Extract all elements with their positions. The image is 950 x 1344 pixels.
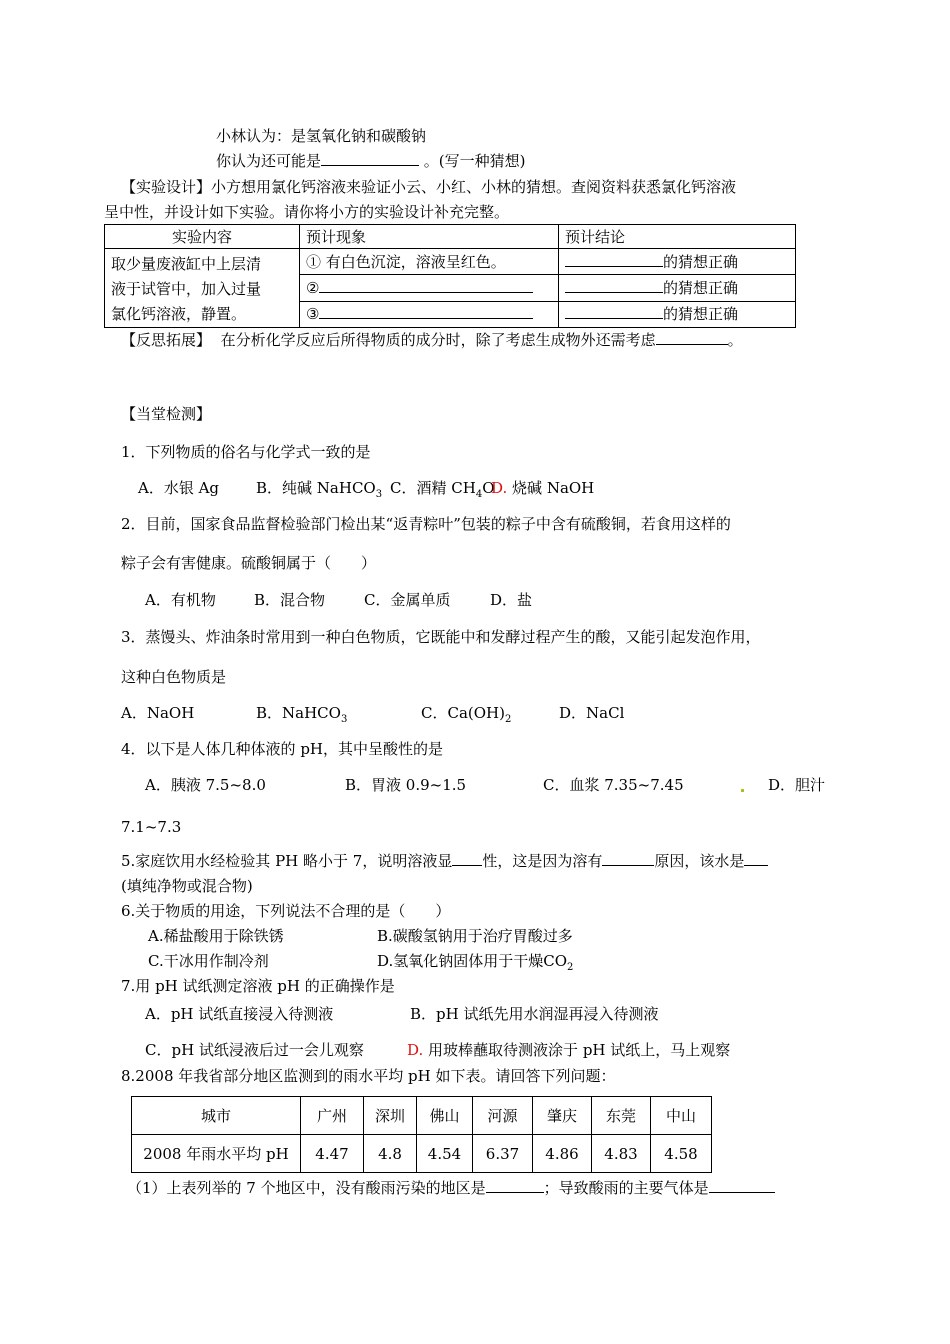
rain-ph-table xyxy=(131,1096,712,1173)
q6-option-b: B.碳酸氢钠用于治疗胃酸过多 xyxy=(377,927,573,945)
phenomenon-blank[interactable] xyxy=(319,278,533,293)
conclusion-3 xyxy=(559,301,796,327)
conclusion-blank[interactable] xyxy=(565,304,663,319)
q2-line-1: 2．目前，国家食品监督检验部门检出某“返青粽叶”包装的粽子中含有硫酸铜，若食用这样的 xyxy=(121,515,731,533)
q6-option-d: D.氢氧化钠固体用于干燥$CO_2$ xyxy=(377,952,574,973)
q1-option-b: B．纯碱 NaHCO$_3$ xyxy=(256,479,383,500)
guess-blank[interactable] xyxy=(321,151,419,166)
q3-line-2: 这种白色物质是 xyxy=(121,668,227,686)
ph-value-cell: 6.37 xyxy=(473,1135,533,1173)
phenomenon-3 xyxy=(300,301,559,327)
phenomenon-blank[interactable] xyxy=(319,304,533,319)
city-cell: 东莞 xyxy=(592,1097,651,1135)
q4-stem: 4．以下是人体几种体液的 pH，其中呈酸性的是 xyxy=(121,740,443,758)
q4-option-a: A．胰液 7.5~8.0 xyxy=(145,776,266,794)
guess-suffix: 。(写一种猜想) xyxy=(423,152,526,170)
conclusion-suffix: 的猜想正确 xyxy=(663,278,739,297)
city-cell: 肇庆 xyxy=(533,1097,592,1135)
conclusion-suffix: 的猜想正确 xyxy=(663,252,739,271)
q1-option-c: C．酒精 $CH_4O$ xyxy=(390,479,495,500)
q7-answer-mark: D. xyxy=(407,1041,424,1059)
q8-blank-2[interactable] xyxy=(709,1178,775,1193)
q4-option-c: C．血浆 7.35~7.45 xyxy=(543,776,684,794)
design-line-2: 呈中性，并设计如下实验。请你将小方的实验设计补充完整。 xyxy=(104,203,510,221)
reflection-end: 。 xyxy=(727,331,743,349)
q4-option-d-continued: 7.1~7.3 xyxy=(121,818,182,836)
phenomenon-number: ③ xyxy=(306,305,320,324)
phenomenon-2 xyxy=(300,275,559,301)
header-content: 实验内容 xyxy=(105,225,300,249)
q8-blank-1[interactable] xyxy=(486,1178,544,1193)
q8-stem: 8.2008 年我省部分地区监测到的雨水平均 pH 如下表。请回答下列问题： xyxy=(121,1067,616,1085)
reflection-label: 【反思拓展】 xyxy=(121,331,212,349)
q3-option-b: B．NaHCO$_3$ xyxy=(256,704,348,725)
q1-stem: 1．下列物质的俗名与化学式一致的是 xyxy=(121,443,371,461)
q3-line-1: 3．蒸馒头、炸油条时常用到一种白色物质，它既能中和发酵过程产生的酸，又能引起发泡作用， xyxy=(121,628,761,646)
reflection-blank[interactable] xyxy=(656,330,728,345)
q1-option-d: D. 烧碱 NaOH xyxy=(491,479,595,497)
content-line: 取少量废液缸中上层清 xyxy=(111,255,262,273)
city-cell: 广州 xyxy=(301,1097,364,1135)
q8-sub-1: （1）上表列举的 7 个地区中，没有酸雨污染的地区是 ；导致酸雨的主要气体是 xyxy=(127,1178,775,1198)
content-line: 氯化钙溶液，静置。 xyxy=(111,305,247,323)
section-title: 【当堂检测】 xyxy=(121,405,212,423)
q2-option-a: A．有机物 xyxy=(145,591,216,609)
city-cell: 深圳 xyxy=(364,1097,417,1135)
q7-option-d: D. 用玻棒蘸取待测液涂于 pH 试纸上，马上观察 xyxy=(407,1041,731,1059)
guess-line xyxy=(216,151,526,171)
q5-blank-1[interactable] xyxy=(452,851,482,866)
reflection-text: 在分析化学反应后所得物质的成分时，除了考虑生成物外还需考虑 xyxy=(220,331,656,349)
header-phenomenon: 预计现象 xyxy=(300,225,559,249)
conclusion-1 xyxy=(559,249,796,275)
q2-line-2: 粽子会有害健康。硫酸铜属于（ ） xyxy=(121,554,377,572)
q7-stem: 7.用 pH 试纸测定溶液 pH 的正确操作是 xyxy=(121,977,395,995)
q5-blank-3[interactable] xyxy=(744,851,768,866)
ph-value-cell: 4.58 xyxy=(651,1135,712,1173)
phenomenon-number: ② xyxy=(306,278,320,297)
q2-option-b: B．混合物 xyxy=(254,591,326,609)
q3-option-c: C．$Ca(OH)_2$ xyxy=(421,704,512,725)
table-row-label: 2008 年雨水平均 pH xyxy=(132,1135,301,1173)
table-header-label: 城市 xyxy=(132,1097,301,1135)
content-line: 液于试管中，加入过量 xyxy=(111,280,262,298)
ph-value-cell: 4.47 xyxy=(301,1135,364,1173)
q1-answer-mark: D. xyxy=(491,479,508,497)
q1-option-a: A．水银 Ag xyxy=(138,479,220,497)
q2-option-c: C．金属单质 xyxy=(364,591,451,609)
experiment-content-cell xyxy=(105,249,300,328)
q3-option-a: A．NaOH xyxy=(121,704,195,722)
city-cell: 佛山 xyxy=(417,1097,473,1135)
q5-line-2: (填纯净物或混合物) xyxy=(121,877,253,895)
mark-dot xyxy=(741,789,744,792)
q3-option-d: D．NaCl xyxy=(559,704,625,722)
q2-option-d: D．盐 xyxy=(490,591,533,609)
ph-value-cell: 4.83 xyxy=(592,1135,651,1173)
q7-option-c: C．pH 试纸浸液后过一会儿观察 xyxy=(145,1041,364,1059)
reflection-line xyxy=(121,330,743,350)
q6-stem: 6.关于物质的用途，下列说法不合理的是（ ） xyxy=(121,902,451,920)
conclusion-blank[interactable] xyxy=(565,278,663,293)
q6-option-a: A.稀盐酸用于除铁锈 xyxy=(148,927,284,945)
city-cell: 中山 xyxy=(651,1097,712,1135)
city-cell: 河源 xyxy=(473,1097,533,1135)
q5-blank-2[interactable] xyxy=(602,851,654,866)
conclusion-2 xyxy=(559,275,796,301)
q4-mark xyxy=(738,775,747,795)
q4-option-d: D．胆汁 xyxy=(768,776,826,794)
phenomenon-1: ① 有白色沉淀，溶液呈红色。 xyxy=(300,249,559,275)
conclusion-blank[interactable] xyxy=(565,252,663,267)
design-line-1: 【实验设计】小方想用氯化钙溶液来验证小云、小红、小林的猜想。查阅资料获悉氯化钙溶液 xyxy=(121,178,737,196)
q6-option-c: C.干冰用作制冷剂 xyxy=(148,952,269,970)
q7-option-a: A．pH 试纸直接浸入待测液 xyxy=(145,1005,334,1023)
q5-line-1: 5.家庭饮用水经检验其 PH 略小于 7，说明溶液显 性，这是因为溶有 原因，该水是 xyxy=(121,851,768,871)
q4-option-b: B．胃液 0.9~1.5 xyxy=(345,776,467,794)
ph-value-cell: 4.8 xyxy=(364,1135,417,1173)
header-conclusion: 预计结论 xyxy=(559,225,796,249)
guess-prefix: 你认为还可能是 xyxy=(216,152,322,170)
conclusion-suffix: 的猜想正确 xyxy=(663,305,739,324)
experiment-table xyxy=(104,224,796,328)
ph-value-cell: 4.86 xyxy=(533,1135,592,1173)
ph-value-cell: 4.54 xyxy=(417,1135,473,1173)
q7-option-b: B．pH 试纸先用水润湿再浸入待测液 xyxy=(410,1005,659,1023)
xiaolin-statement: 小林认为：是氢氧化钠和碳酸钠 xyxy=(216,127,427,145)
